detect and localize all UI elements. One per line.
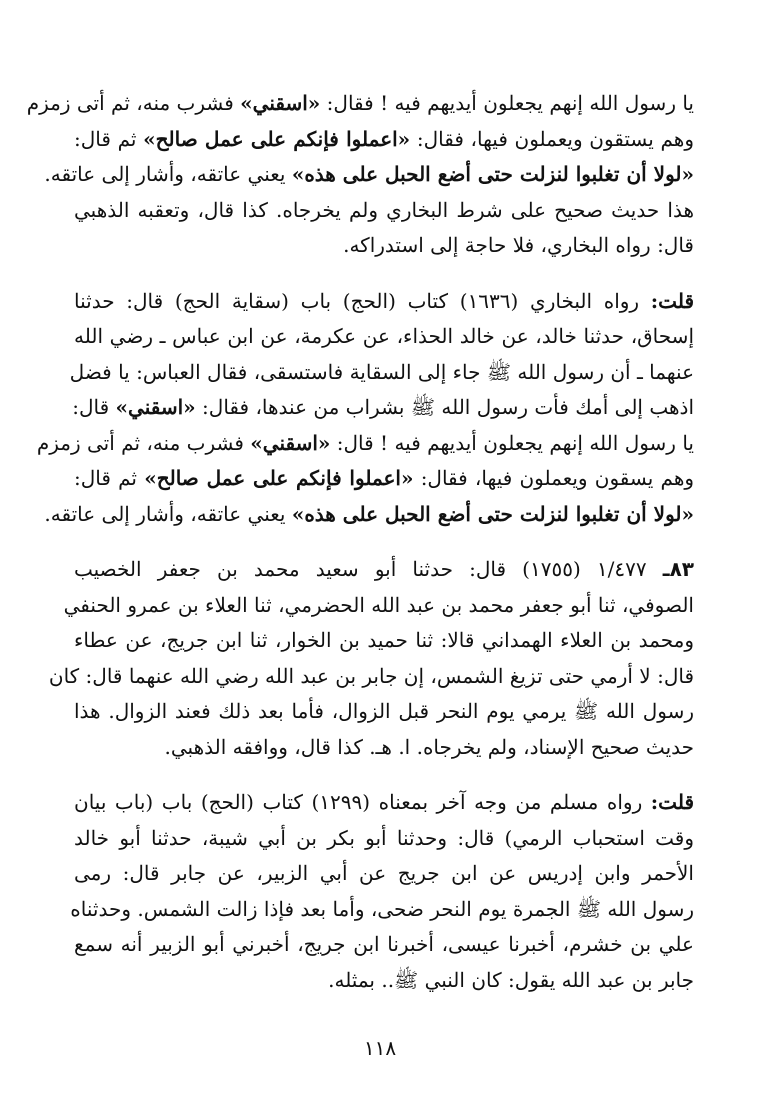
text-line: [74, 730, 694, 766]
text-run: قال: رواه البخاري، فلا حاجة إلى استدراكه.: [343, 233, 694, 257]
bold-text: «اعملوا فإنكم على عمل صالح»: [144, 466, 414, 490]
text-run: جابر بن عبد الله يقول: كان النبي ﷺ.. بمثله.: [328, 967, 694, 992]
bold-text: قلت:: [650, 790, 694, 814]
text-run: الأحمر وابن إدريس عن ابن جريج عن أبي الزبير، عن جابر قال: رمى: [74, 861, 694, 885]
text-run: الصوفي، ثنا أبو جعفر محمد بن عبد الله الحضرمي، ثنا العلاء بن عمرو الحنفي: [63, 592, 694, 617]
text-run: قال:: [72, 395, 116, 419]
text-line: [74, 785, 694, 821]
page-body: [26, 86, 695, 998]
text-run: ١/٤٧٧ (١٧٥٥) قال: حدثنا أبو سعيد محمد بن جعفر الخصيب: [74, 557, 663, 581]
text-line: [74, 963, 694, 999]
text-run: وهم يستقون ويعملون فيها، فقال:: [410, 126, 694, 151]
text-line: [36, 426, 694, 462]
text-line: [74, 856, 694, 892]
text-run: رسول الله ﷺ يرمي يوم النحر قبل الزوال، فأما بعد ذلك فعند الزوال. هذا: [74, 699, 694, 723]
bold-text: قلت:: [650, 288, 694, 313]
text-run: قال: لا أرمي حتى تزيغ الشمس، إن جابر بن عبد الله رضي الله عنهما قال: كان: [48, 663, 694, 688]
text-run: يا رسول الله إنهم يجعلون أيديهم فيه ! فقال:: [320, 91, 694, 115]
text-run: ومحمد بن العلاء الهمداني قالا: ثنا حميد بن الخوار، ثنا ابن جريج، عن عطاء: [74, 628, 694, 652]
text-line: [44, 497, 694, 533]
bold-text: «لولا أن تغلبوا لنزلت حتى أضع الحبل على هذه»: [291, 162, 694, 186]
text-line: [74, 284, 694, 320]
paragraph: [48, 552, 694, 765]
text-run: عنهما ـ أن رسول الله ﷺ جاء إلى السقاية فاستسقى، فقال العباس: يا فضل: [69, 359, 694, 384]
text-run: فشرب منه، ثم أتى زمزم: [36, 430, 251, 455]
text-line: [69, 355, 694, 391]
bold-text: «اعملوا فإنكم على عمل صالح»: [143, 126, 411, 151]
text-line: [74, 461, 694, 497]
text-line: [74, 319, 694, 355]
text-line: [74, 552, 694, 588]
text-line: [74, 821, 694, 857]
text-line: [74, 122, 694, 158]
text-run: ثم قال:: [74, 466, 145, 490]
text-run: وقت استحباب الرمي) قال: وحدثنا أبو بكر بن أبي شيبة، حدثنا أبو خالد: [74, 825, 694, 850]
text-run: اذهب إلى أمك فأت رسول الله ﷺ بشراب من عندها، فقال:: [195, 395, 694, 419]
text-run: إسحاق، حدثنا خالد، عن خالد الحذاء، عن عكرمة، عن ابن عباس ـ رضي الله: [74, 324, 694, 348]
text-line: [74, 623, 694, 659]
text-line: [74, 193, 694, 229]
bold-text: «اسقني»: [250, 430, 331, 455]
bold-text: «لولا أن تغلبوا لنزلت حتى أضع الحبل على هذه»: [291, 501, 694, 526]
text-run: فشرب منه، ثم أتى زمزم: [26, 91, 241, 115]
text-run: ثم قال:: [74, 126, 144, 151]
text-run: يعني عاتقه، وأشار إلى عاتقه.: [44, 162, 292, 186]
text-run: رواه مسلم من وجه آخر بمعناه (١٢٩٩) كتاب (الحج) باب (باب بيان: [74, 790, 651, 814]
page-number: ١١٨: [363, 1036, 397, 1060]
text-line: [48, 659, 694, 695]
text-run: يعني عاتقه، وأشار إلى عاتقه.: [44, 501, 292, 526]
text-line: [74, 694, 694, 730]
paragraph: [70, 785, 694, 998]
text-run: علي بن خشرم، أخبرنا عيسى، أخبرنا ابن جريج، أخبرني أبو الزبير أنه سمع: [74, 932, 694, 956]
text-run: هذا حديث صحيح على شرط البخاري ولم يخرجاه. كذا قال، وتعقبه الذهبي: [74, 197, 694, 222]
text-line: [26, 86, 694, 122]
text-run: وهم يسقون ويعملون فيها، فقال:: [413, 466, 695, 490]
paragraph: [26, 86, 694, 264]
text-line: [74, 927, 694, 963]
text-run: يا رسول الله إنهم يجعلون أيديهم فيه ! قال:: [330, 430, 694, 455]
text-line: [74, 390, 694, 426]
text-run: حديث صحيح الإسناد، ولم يخرجاه. ا. هـ. كذا قال، ووافقه الذهبي.: [164, 734, 694, 759]
text-line: [44, 157, 694, 193]
bold-text: «اسقني»: [115, 395, 196, 419]
paragraph: [36, 284, 695, 533]
text-run: رواه البخاري (١٦٣٦) كتاب (الحج) باب (سقاية الحج) قال: حدثنا: [74, 288, 651, 313]
bold-text: ٨٣ـ: [662, 557, 694, 581]
text-line: [70, 892, 694, 928]
text-line: [74, 228, 694, 264]
bold-text: «اسقني»: [240, 91, 321, 115]
text-run: رسول الله ﷺ الجمرة يوم النحر ضحى، وأما بعد فإذا زالت الشمس. وحدثناه: [70, 896, 694, 921]
text-line: [63, 588, 694, 624]
